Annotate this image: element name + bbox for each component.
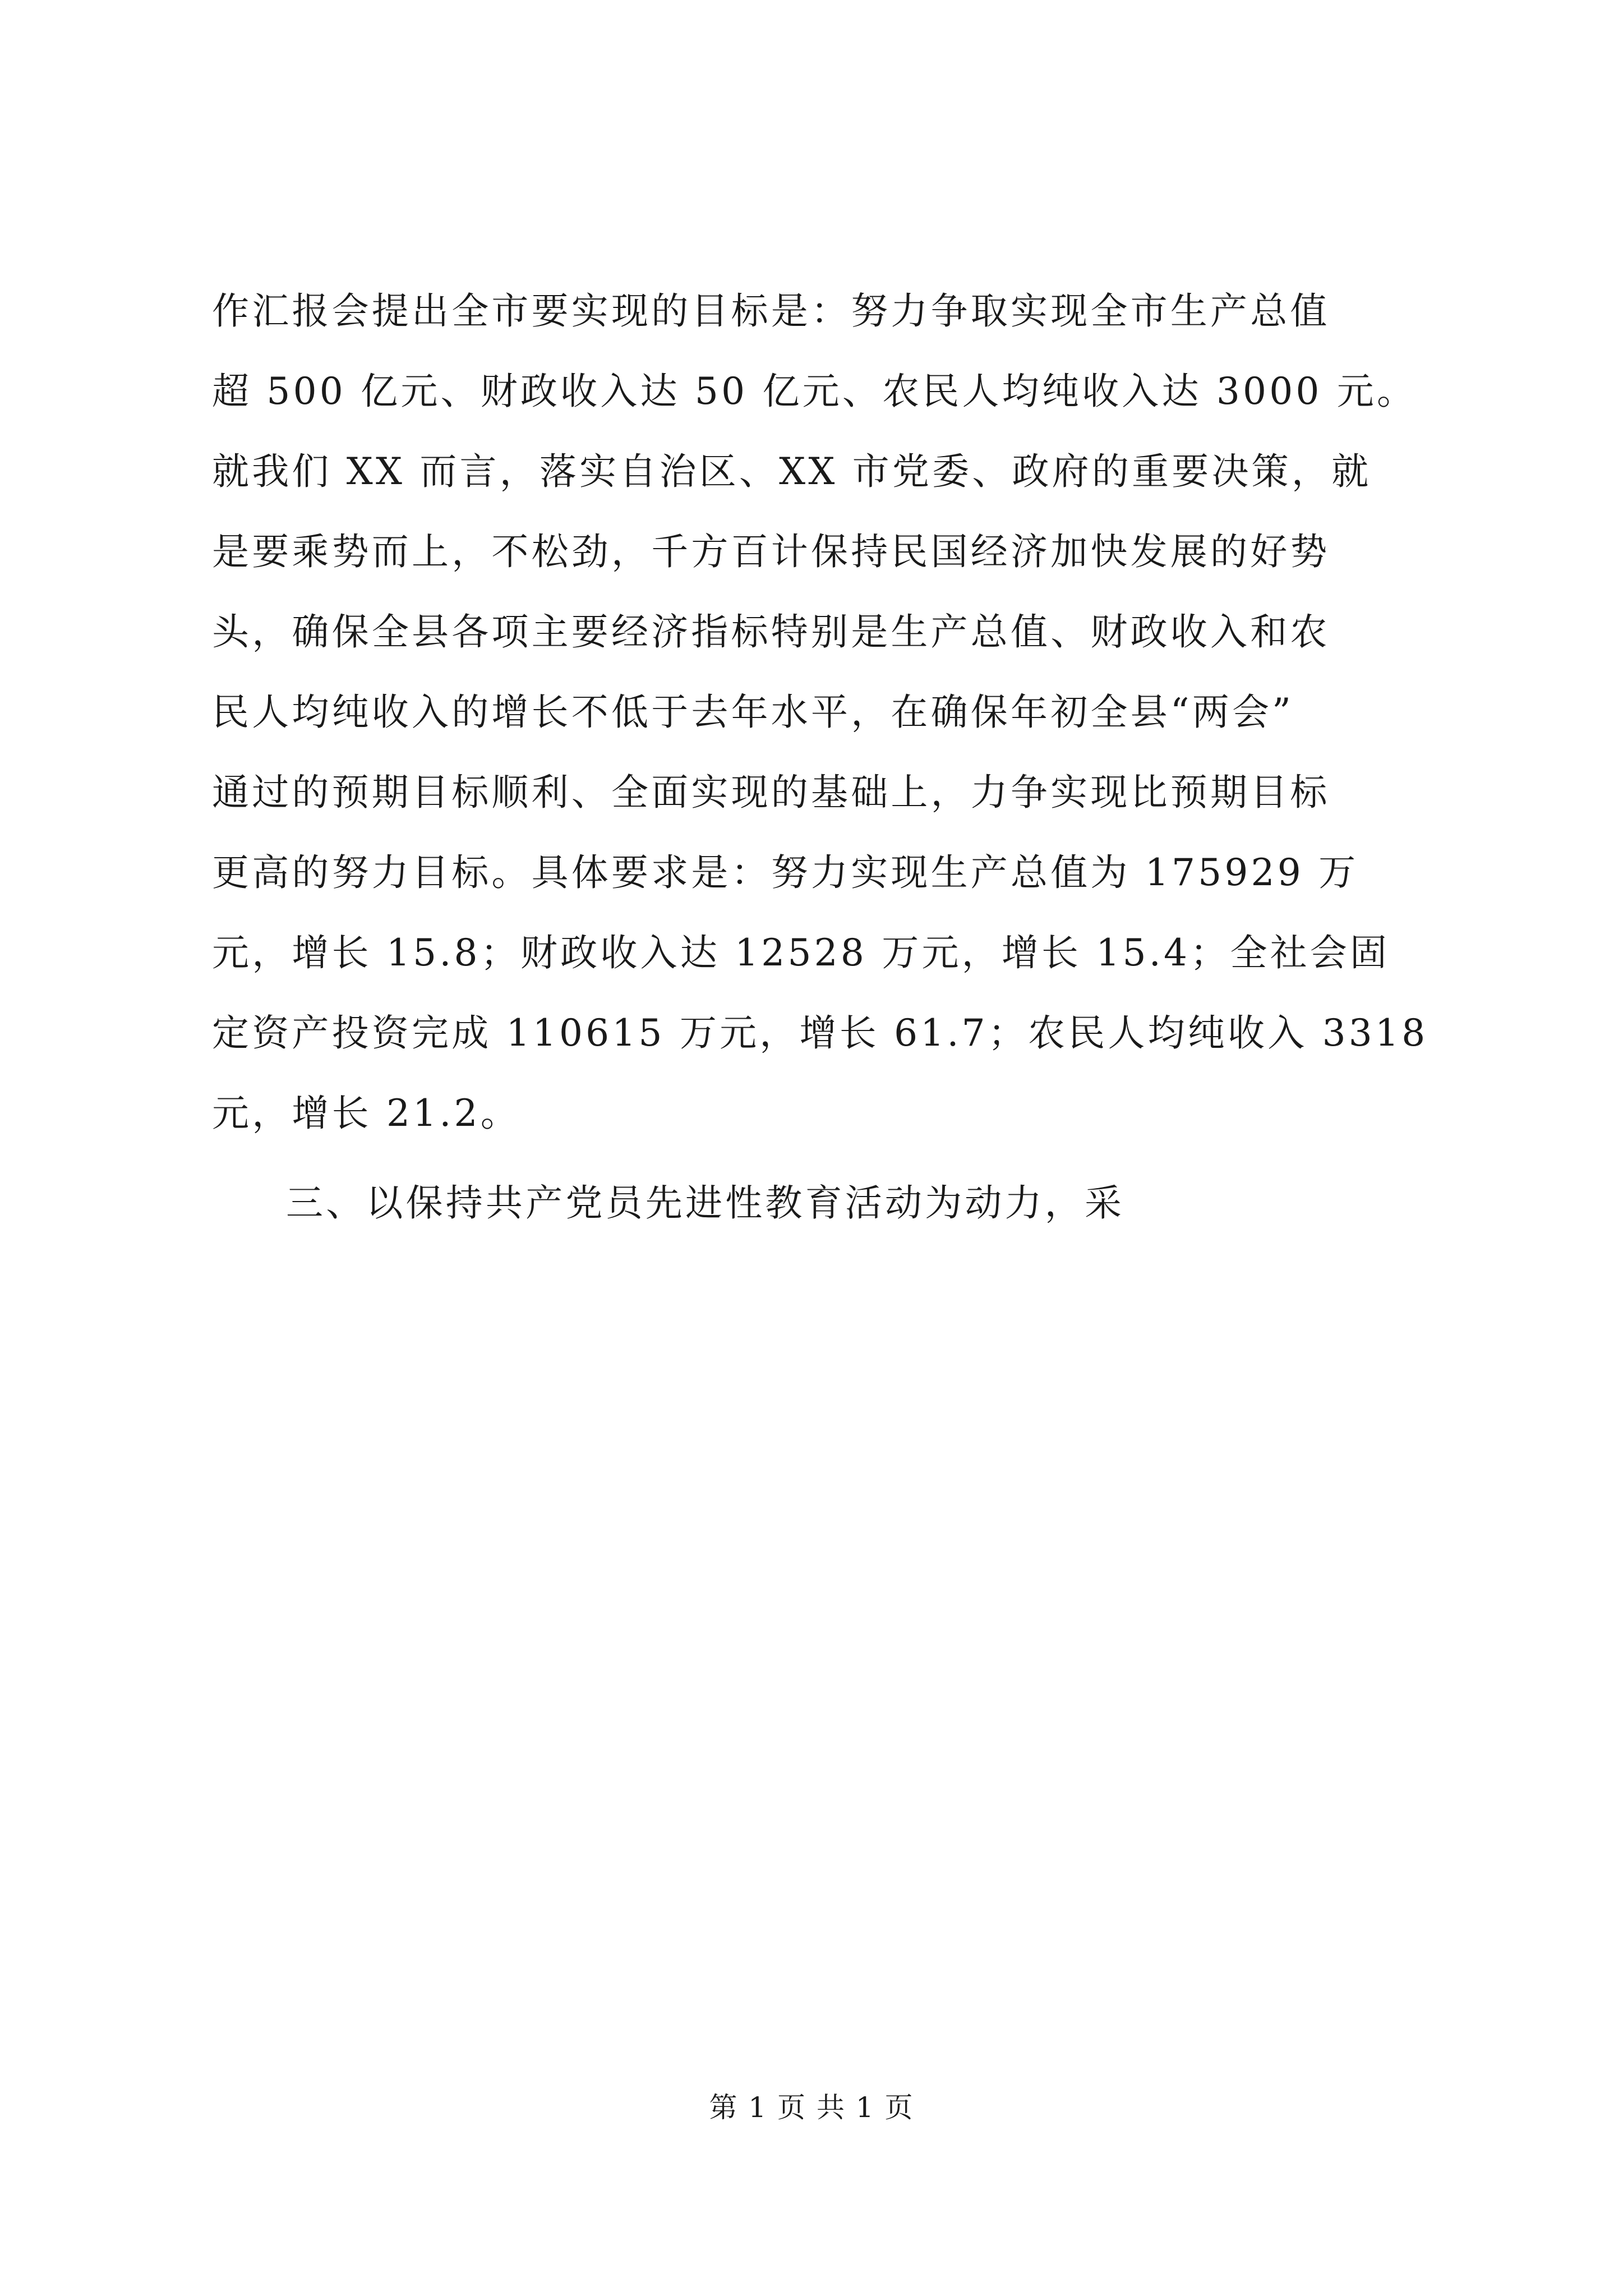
text-line: 是要乘势而上，不松劲，千方百计保持民国经济加快发展的好势 [212,530,1330,573]
text-line: 头，确保全县各项主要经济指标特别是生产总值、财政收入和农 [212,610,1330,654]
page-footer: 第 1 页 共 1 页 [709,2091,914,2124]
text-line: 民人均纯收入的增长不低于去年水平，在确保年初全县“两会” [212,691,1294,734]
text-line: 作汇报会提出全市要实现的目标是：努力争取实现全市生产总值 [212,289,1330,333]
section-heading-line: 三、以保持共产党员先进性教育活动为动力，采 [286,1181,1125,1225]
text-line: 通过的预期目标顺利、全面实现的基础上，力争实现比预期目标 [212,771,1330,814]
text-line: 就我们 XX 而言，落实自治区、XX 市党委、政府的重要决策，就 [212,450,1372,493]
text-line: 超 500 亿元、财政收入达 50 亿元、农民人均纯收入达 3000 元。 [212,370,1417,413]
text-line: 定资产投资完成 110615 万元，增长 61.7；农民人均纯收入 3318 [212,1011,1428,1055]
text-line: 更高的努力目标。具体要求是：努力实现生产总值为 175929 万 [212,851,1359,894]
text-line: 元，增长 21.2。 [212,1092,520,1135]
text-line: 元，增长 15.8；财政收入达 12528 万元，增长 15.4；全社会固 [212,931,1390,974]
